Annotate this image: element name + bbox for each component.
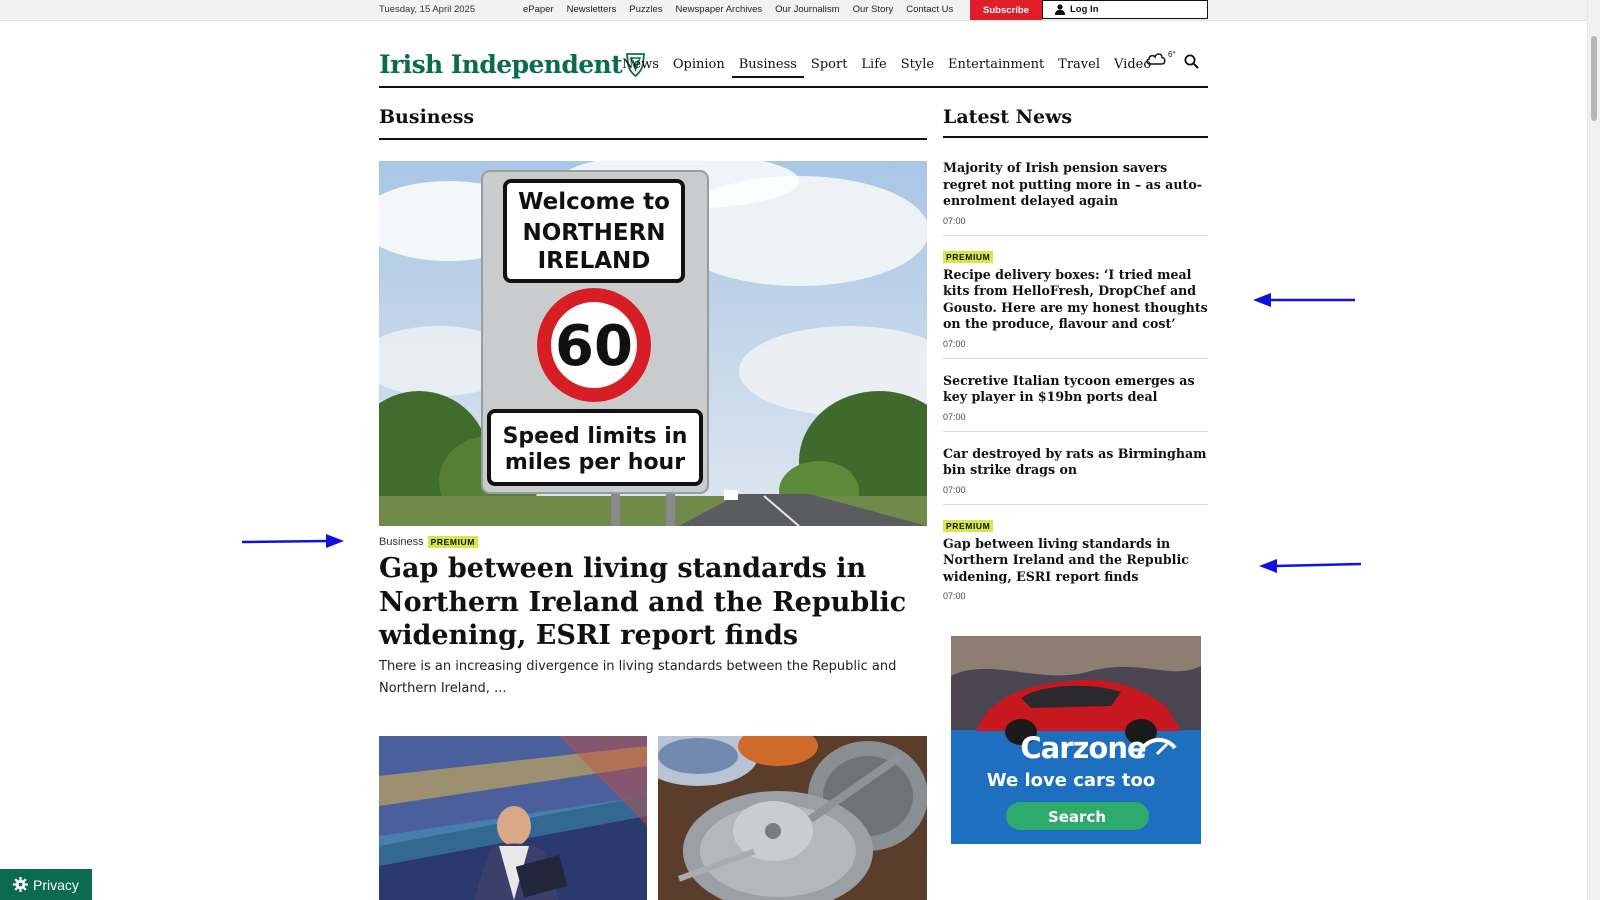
login-button[interactable]	[1042, 0, 1208, 19]
latest-news-headline[interactable]: Car destroyed by rats as Birmingham bin strike drags on	[943, 445, 1207, 477]
puzzles-link[interactable]: Puzzles	[629, 4, 663, 15]
latest-news-title: Latest News	[943, 106, 1073, 128]
subscribe-button[interactable]: Subscribe	[970, 0, 1042, 20]
latest-news-item[interactable]	[943, 432, 1208, 505]
annotation-arrow-left	[1259, 557, 1363, 573]
latest-news-time: 07:00	[943, 591, 966, 601]
hero-meta	[379, 536, 478, 548]
sign-line-1: Welcome to	[518, 189, 670, 215]
top-utility-bar	[0, 0, 1588, 21]
section-divider	[379, 138, 927, 140]
hero-headline-link[interactable]: Gap between living standards in Northern Ireland and the Republic widening, ESRI report finds	[379, 553, 907, 651]
hero-summary: There is an increasing divergence in living standards between the Republic and Northern Ireland, ...	[379, 659, 897, 696]
privacy-label: Privacy	[33, 876, 79, 893]
search-icon	[1184, 54, 1199, 69]
cloud-icon	[1145, 51, 1167, 65]
hero-category-link[interactable]: Business	[379, 536, 424, 548]
latest-news-time: 07:00	[943, 338, 966, 349]
nav-travel[interactable]: Travel	[1058, 57, 1101, 72]
login-label: Log In	[1070, 4, 1099, 15]
our-story-link[interactable]: Our Story	[852, 4, 894, 15]
latest-news-divider	[943, 136, 1208, 138]
nav-opinion[interactable]: Opinion	[672, 57, 725, 72]
nav-sport[interactable]: Sport	[810, 57, 848, 72]
latest-news-item[interactable]	[943, 236, 1208, 359]
latest-news-list	[943, 156, 1208, 610]
site-logo[interactable]	[379, 47, 645, 81]
logo-text: Irish Independent	[379, 49, 623, 79]
current-date: Tuesday, 15 April 2025	[379, 4, 476, 15]
newspaper-archives-link[interactable]: Newspaper Archives	[675, 4, 763, 15]
page-scrollbar[interactable]	[1587, 0, 1600, 900]
ad-brand: Carzone	[1020, 731, 1146, 765]
main-navigation	[615, 54, 1158, 78]
header-divider	[379, 86, 1208, 88]
epaper-link[interactable]: ePaper	[523, 4, 554, 15]
ad-banner	[951, 636, 1201, 844]
hero-article-image[interactable]	[379, 161, 927, 526]
weather-widget[interactable]	[1145, 51, 1176, 65]
premium-badge: PREMIUM	[428, 536, 478, 548]
article-thumbnail-trader[interactable]	[379, 736, 647, 900]
latest-news-time: 07:00	[943, 411, 966, 422]
hero-headline[interactable]	[379, 552, 919, 653]
latest-news-time: 07:00	[943, 484, 966, 495]
contact-us-link[interactable]: Contact Us	[906, 4, 954, 15]
search-button[interactable]	[1184, 54, 1199, 73]
section-title: Business	[379, 106, 475, 128]
article-thumbnail-pots[interactable]	[658, 736, 927, 900]
latest-news-headline[interactable]: Recipe delivery boxes: ‘I tried meal kits from HelloFresh, DropChef and Gousto. Here are my honest thoughts on the produce, flavour and cost’	[943, 266, 1208, 331]
premium-badge: PREMIUM	[943, 520, 993, 532]
latest-news-headline[interactable]: Secretive Italian tycoon emerges as key player in $19bn ports deal	[943, 372, 1195, 404]
northern-ireland-road-sign-photo	[379, 161, 927, 526]
carzone-advertisement[interactable]	[951, 636, 1201, 844]
cooking-pots-photo	[658, 736, 927, 900]
latest-news-item[interactable]	[943, 505, 1208, 611]
user-icon	[1055, 4, 1065, 15]
sign-line-2: NORTHERN	[522, 220, 666, 246]
nav-business[interactable]: Business	[732, 54, 804, 78]
ad-search-cta: Search	[1047, 808, 1107, 826]
latest-news-headline[interactable]: Majority of Irish pension savers regret not putting more in – as auto-enrolment delayed again	[943, 160, 1202, 208]
latest-news-item[interactable]	[943, 359, 1208, 432]
sign-bottom-2: miles per hour	[504, 450, 686, 475]
annotation-arrow-right	[240, 533, 345, 549]
nav-entertainment[interactable]: Entertainment	[948, 57, 1045, 72]
premium-badge: PREMIUM	[943, 251, 993, 263]
utility-links	[523, 4, 953, 15]
privacy-button[interactable]	[0, 869, 92, 900]
scrollbar-thumb[interactable]	[1591, 36, 1597, 121]
annotation-arrow-left	[1253, 292, 1357, 308]
our-journalism-link[interactable]: Our Journalism	[775, 4, 840, 15]
latest-news-item[interactable]	[943, 156, 1208, 236]
weather-temperature: 6°	[1168, 50, 1176, 59]
latest-news-time: 07:00	[943, 215, 966, 226]
sign-bottom-1: Speed limits in	[502, 424, 688, 449]
sign-line-3: IRELAND	[537, 248, 651, 274]
nav-life[interactable]: Life	[861, 57, 887, 72]
nav-video[interactable]: Video	[1114, 57, 1152, 72]
nav-news[interactable]: News	[622, 57, 659, 72]
ad-tagline: We love cars too	[986, 770, 1156, 791]
gear-icon	[13, 877, 28, 892]
newsletters-link[interactable]: Newsletters	[566, 4, 617, 15]
stock-trader-photo	[379, 736, 647, 900]
nav-style[interactable]: Style	[900, 57, 935, 72]
latest-news-headline[interactable]: Gap between living standards in Northern Ireland and the Republic widening, ESRI report finds	[943, 535, 1189, 584]
sign-speed: 60	[555, 314, 633, 379]
